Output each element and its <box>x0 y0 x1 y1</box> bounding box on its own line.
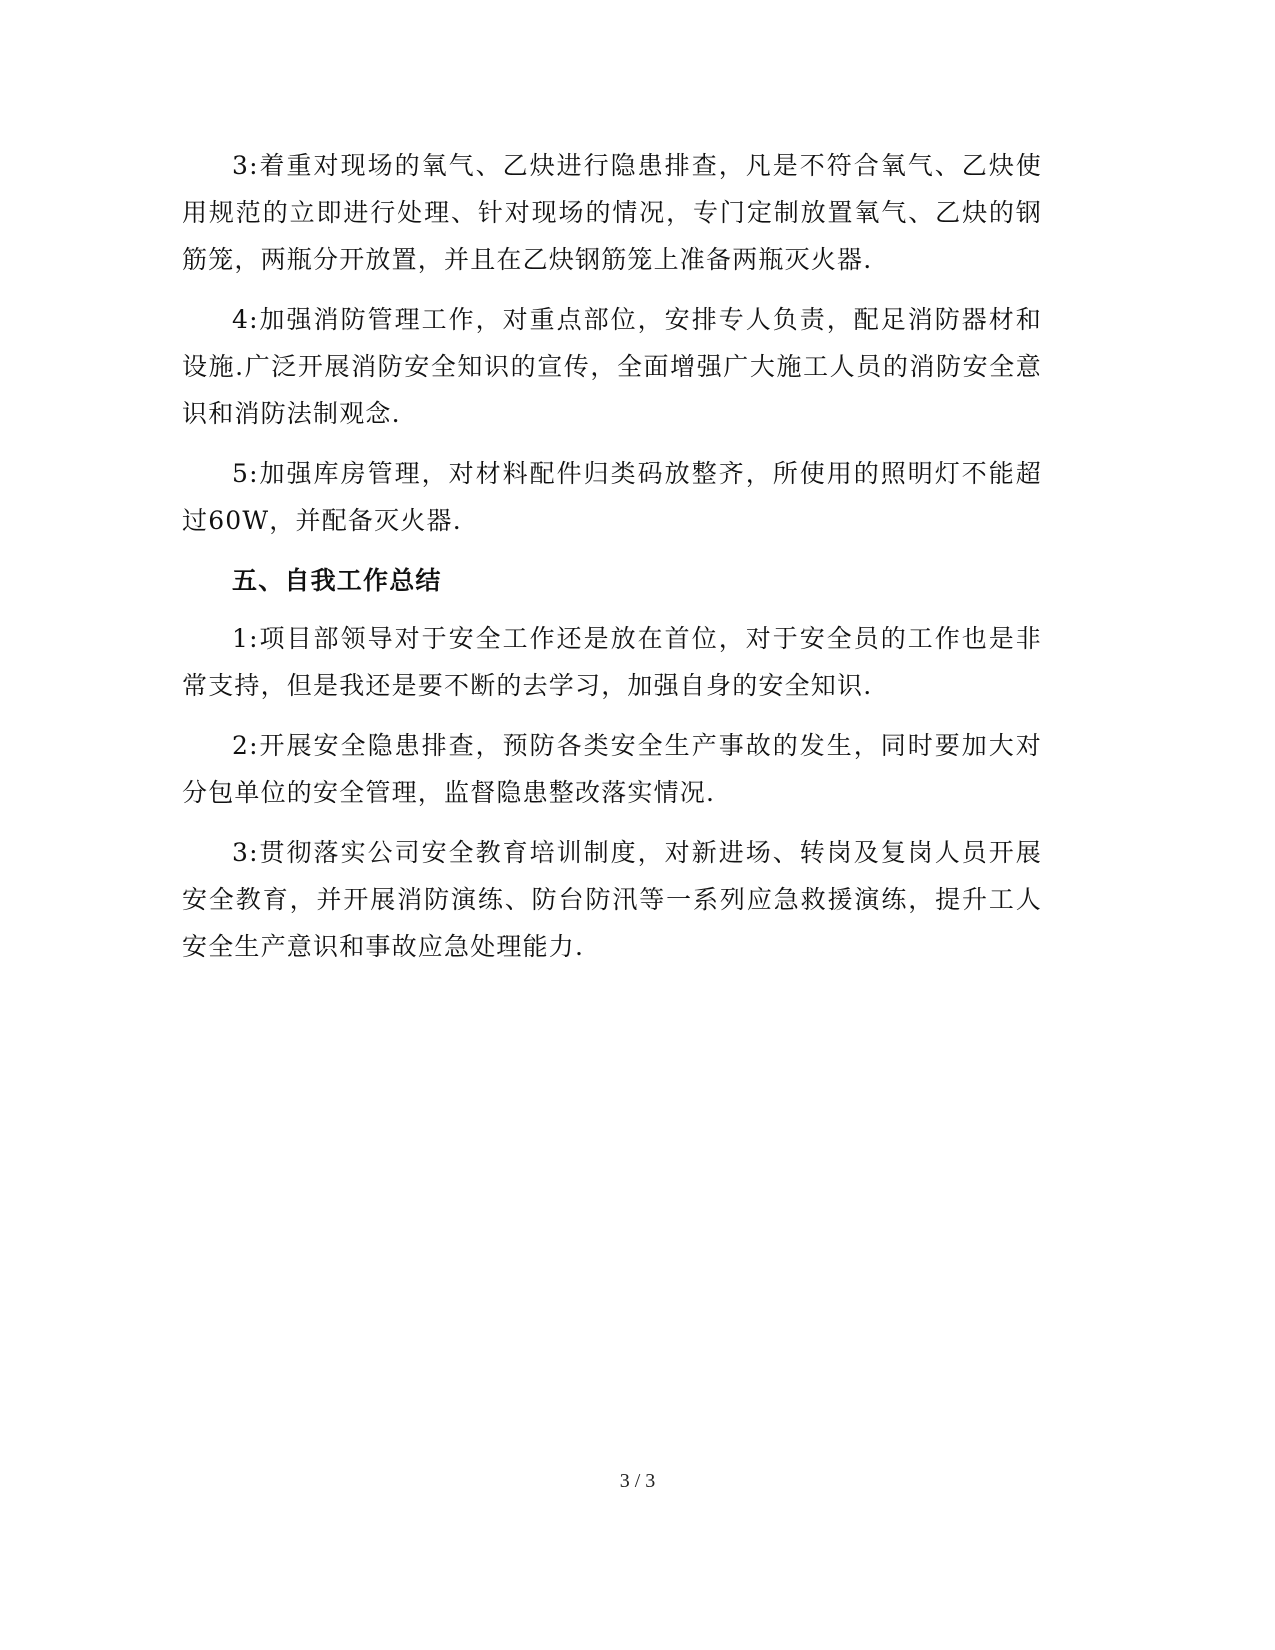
paragraph-item-4-fire-management: 4:加强消防管理工作，对重点部位，安排专人负责，配足消防器材和设施.广泛开展消防安全知识的宣传，全面增强广大施工人员的消防安全意识和消防法制观念. <box>182 305 1042 428</box>
paragraph-summary-2: 2:开展安全隐患排查，预防各类安全生产事故的发生，同时要加大对分包单位的安全管理，监督隐患整改落实情况. <box>182 731 1042 807</box>
paragraph-item-5-warehouse: 5:加强库房管理，对材料配件归类码放整齐，所使用的照明灯不能超过60W，并配备灭火器. <box>182 459 1042 535</box>
paragraph-summary-3: 3:贯彻落实公司安全教育培训制度，对新进场、转岗及复岗人员开展安全教育，并开展消防演练、防台防汛等一系列应急救援演练，提升工人安全生产意识和事故应急处理能力. <box>182 838 1042 961</box>
document-body <box>182 142 1042 983</box>
section-heading-self-summary: 五、自我工作总结 <box>232 566 442 595</box>
paragraph-summary-1: 1:项目部领导对于安全工作还是放在首位，对于安全员的工作也是非常支持，但是我还是要不断的去学习，加强自身的安全知识. <box>182 624 1042 700</box>
paragraph-item-3-oxygen-acetylene: 3:着重对现场的氧气、乙炔进行隐患排查，凡是不符合氧气、乙炔使用规范的立即进行处理、针对现场的情况，专门定制放置氧气、乙炔的钢筋笼，两瓶分开放置，并且在乙炔钢筋笼上准备两瓶灭火器. <box>182 151 1042 274</box>
page-number: 3 / 3 <box>619 1470 656 1492</box>
